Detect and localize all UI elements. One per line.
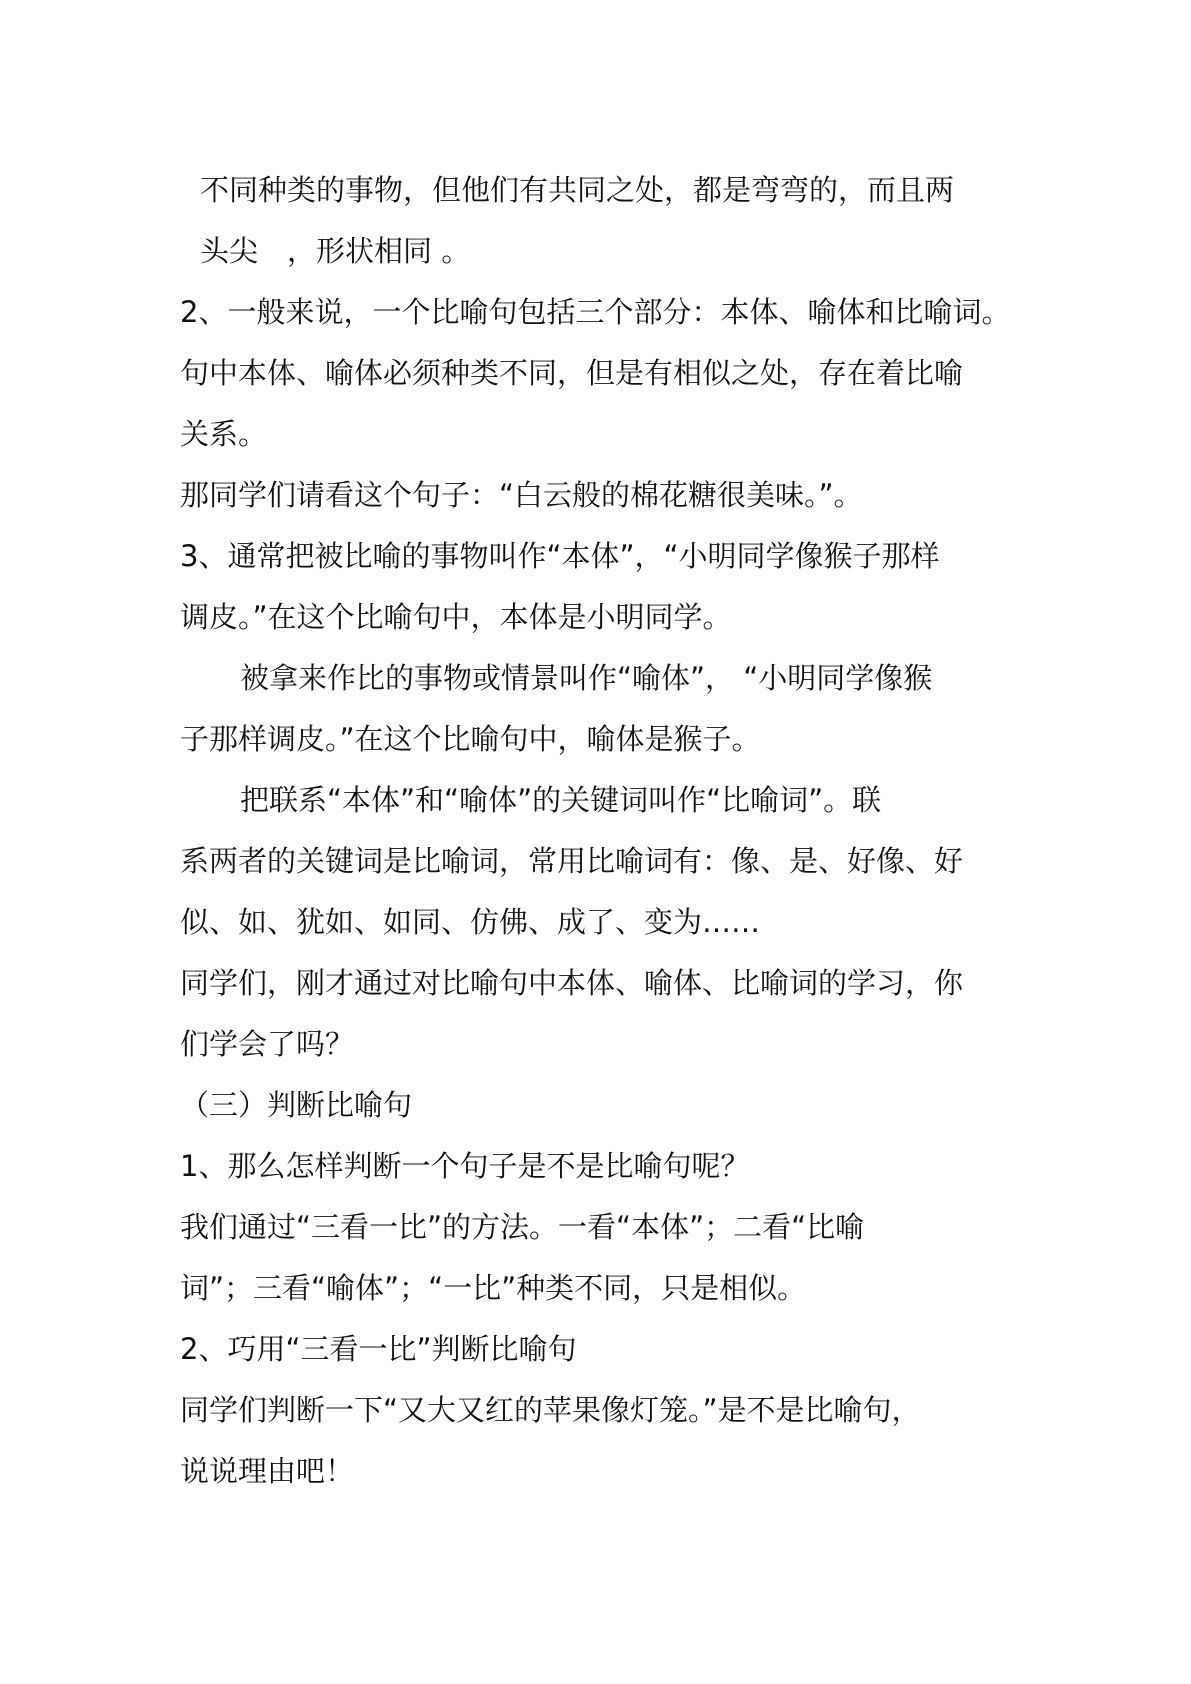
text-line: 2、巧用“三看一比”判断比喻句 xyxy=(180,1332,577,1366)
text-line: 系两者的关键词是比喻词，常用比喻词有：像、是、好像、好 xyxy=(180,844,964,878)
text-line: 调皮。”在这个比喻句中，本体是小明同学。 xyxy=(180,600,732,634)
text-line: 2、一般来说，一个比喻句包括三个部分：本体、喻体和比喻词。 xyxy=(180,295,1011,329)
section-heading: （三）判断比喻句 xyxy=(180,1088,413,1122)
text-line: 似、如、犹如、如同、仿佛、成了、变为…… xyxy=(180,905,761,939)
text-line: 头尖 ，形状相同 。 xyxy=(200,234,471,268)
text-line: 3、通常把被比喻的事物叫作“本体”，“小明同学像猴子那样 xyxy=(180,539,940,573)
text-line: 子那样调皮。”在这个比喻句中，喻体是猴子。 xyxy=(180,722,761,756)
text-line: 说说理由吧！ xyxy=(180,1454,355,1488)
text-line: 不同种类的事物，但他们有共同之处，都是弯弯的，而且两 xyxy=(200,173,955,207)
text-line: 同学们判断一下“又大又红的苹果像灯笼。”是不是比喻句， xyxy=(180,1393,921,1427)
text-line: 词”；三看“喻体”；“一比”种类不同，只是相似。 xyxy=(180,1271,807,1305)
text-line: 那同学们请看这个句子：“白云般的棉花糖很美味。”。 xyxy=(180,478,863,512)
text-line: 被拿来作比的事物或情景叫作“喻体”， “小明同学像猴 xyxy=(240,661,933,695)
text-line: 把联系“本体”和“喻体”的关键词叫作“比喻词”。联 xyxy=(240,783,882,817)
text-line: 我们通过“三看一比”的方法。一看“本体”；二看“比喻 xyxy=(180,1210,865,1244)
text-line: 关系。 xyxy=(180,417,268,451)
text-line: 句中本体、喻体必须种类不同，但是有相似之处，存在着比喻 xyxy=(180,356,964,390)
text-line: 同学们，刚才通过对比喻句中本体、喻体、比喻词的学习，你 xyxy=(180,966,964,1000)
text-line: 1、那么怎样判断一个句子是不是比喻句呢？ xyxy=(180,1149,750,1183)
text-line: 们学会了吗？ xyxy=(180,1027,355,1061)
